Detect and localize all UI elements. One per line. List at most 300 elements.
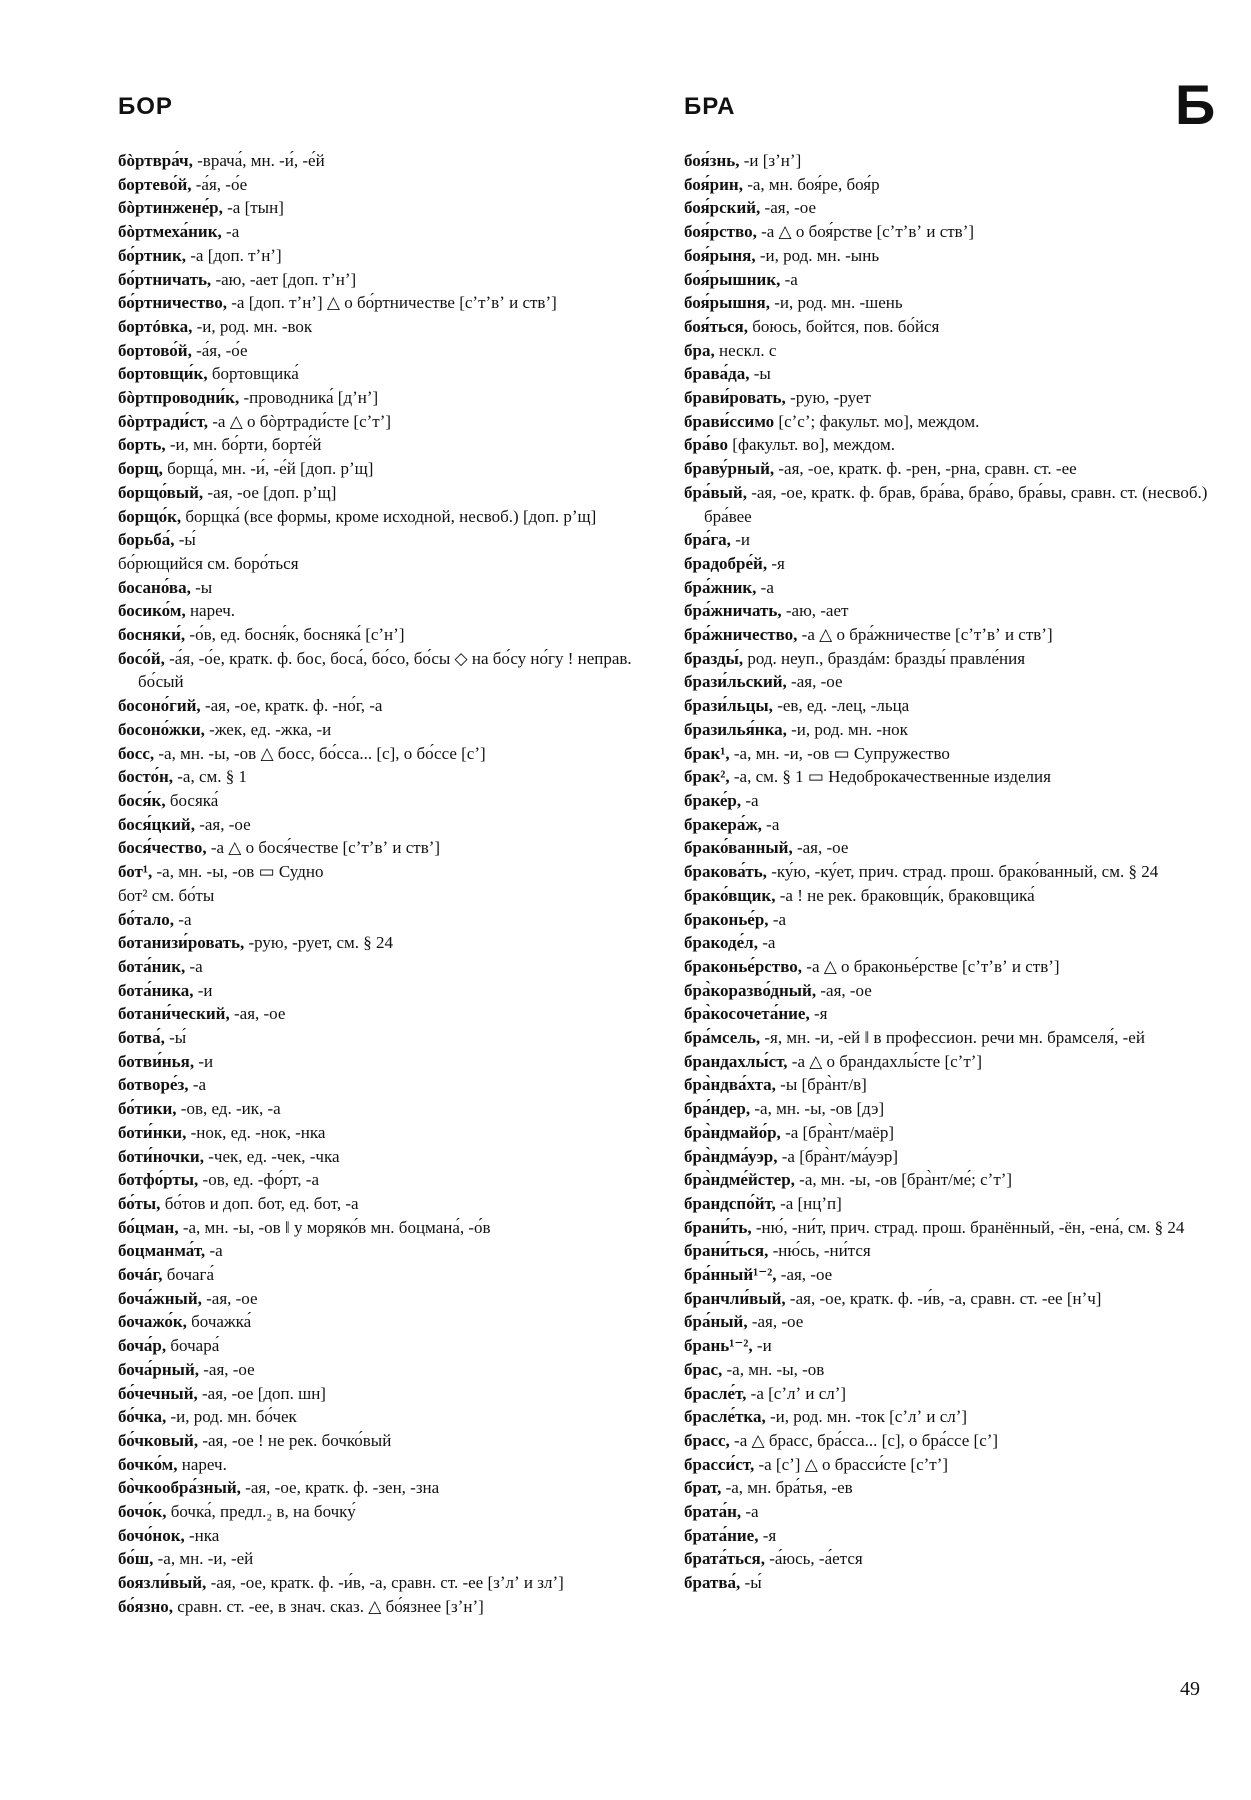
dictionary-entry xyxy=(118,979,646,1003)
dictionary-entry xyxy=(118,647,646,694)
headword: боя́рышник, xyxy=(684,269,781,289)
entry-text: -а, мн. -ы, -ов [дэ] xyxy=(750,1099,885,1119)
entry-text: -ов, ед. -ик, -а xyxy=(176,1099,281,1119)
entry-text: -а △ о бòртради́сте [сʼтʼ] xyxy=(208,411,392,431)
headword: брат, xyxy=(684,1478,722,1498)
entry-text: -чек, ед. -чек, -чка xyxy=(203,1146,340,1166)
dictionary-entry xyxy=(684,315,1212,339)
dictionary-entry xyxy=(684,1121,1212,1145)
headword: бразилья́нка, xyxy=(684,719,787,739)
entry-text: -ая, -ое [доп. рʼщ] xyxy=(203,482,337,502)
headword: боя́рышня, xyxy=(684,293,770,313)
entry-text: -а, мн. -и, -ей xyxy=(153,1549,254,1569)
dictionary-entry xyxy=(118,718,646,742)
dictionary-entry xyxy=(118,386,646,410)
dictionary-entry xyxy=(118,1216,646,1240)
headword: бранчли́вый, xyxy=(684,1288,786,1308)
left-column xyxy=(118,149,646,1619)
headword: бот¹, xyxy=(118,862,153,882)
headword: брасле́тка, xyxy=(684,1407,766,1427)
headword: босико́м, xyxy=(118,601,186,621)
entry-text: -ая, -ое, кратк. ф. -и́в, -а, сравн. ст. -ее [зʼлʼ и злʼ] xyxy=(206,1573,564,1593)
entry-text: -а, мн. -ы, -ов ‖ у моряко́в мн. боцмана́, -о́в xyxy=(178,1217,491,1237)
entry-text: -ев, ед. -лец, -льца xyxy=(772,696,910,716)
entry-text: -а xyxy=(780,269,798,289)
dictionary-entry xyxy=(684,623,1212,647)
dictionary-entry xyxy=(118,268,646,292)
entry-text: борща́, мн. -и́, -е́й [доп. рʼщ] xyxy=(162,459,374,479)
dictionary-entry xyxy=(684,647,1212,671)
entry-text: -рую, -рует, см. § 24 xyxy=(244,933,394,953)
entry-text: -а △ брасс, бра́сса... [с], о бра́ссе [сʼ] xyxy=(729,1430,999,1450)
dictionary-entry xyxy=(684,1145,1212,1169)
section-letter: Б xyxy=(1175,73,1216,136)
headword: боя́ться, xyxy=(684,316,748,336)
headword: бочажо́к, xyxy=(118,1312,187,1332)
entry-text: -а xyxy=(174,909,192,929)
headword: боя́рский, xyxy=(684,198,761,218)
entry-text: -ая, -ое xyxy=(747,1312,804,1332)
entry-text: -а xyxy=(761,814,780,834)
entry-text: -ая, -ое ! не рек. бочко́вый xyxy=(198,1430,392,1450)
entry-text: -а xyxy=(768,909,787,929)
entry-text: -и, род. мн. -вок xyxy=(192,316,313,336)
dictionary-entry xyxy=(684,1216,1212,1240)
entry-text: босяка́ xyxy=(165,790,219,810)
entry-text: -а xyxy=(221,222,240,242)
dictionary-entry xyxy=(684,339,1212,363)
entry-text: -и xyxy=(194,1051,214,1071)
dictionary-entry xyxy=(684,908,1212,932)
dictionary-entry xyxy=(684,386,1212,410)
headword: бòртвра́ч, xyxy=(118,151,193,170)
entry-text: -ы́ xyxy=(174,530,196,550)
dictionary-entry xyxy=(118,196,646,220)
headword: брасс, xyxy=(684,1430,730,1450)
dictionary-entry xyxy=(684,457,1212,481)
headword: босняки́, xyxy=(118,625,186,645)
entry-text: бочка́, предл.₂ в, на бочку́ xyxy=(166,1502,356,1522)
entry-text: борщка́ (все формы, кроме исходной, несвоб.) [доп. рʼщ] xyxy=(181,506,597,526)
dictionary-entry xyxy=(684,694,1212,718)
dictionary-entry xyxy=(118,1097,646,1121)
entry-text: -ая, -ое xyxy=(201,1288,258,1308)
entry-text: -ая, -ое xyxy=(194,814,251,834)
dictionary-entry xyxy=(118,1405,646,1429)
entry-text: -а́я, -о́е xyxy=(191,340,248,360)
entry-text: -и, род. мн. -нок xyxy=(786,719,908,739)
running-head-left: БОР xyxy=(118,93,173,120)
entry-text: -ая, -ое xyxy=(786,672,843,692)
entry-text: -а xyxy=(188,1075,207,1095)
headword: бра́мсель, xyxy=(684,1028,761,1048)
headword: боти́ночки, xyxy=(118,1146,204,1166)
dictionary-entry xyxy=(684,1287,1212,1311)
entry-text: -и, род. мн. -шень xyxy=(769,293,903,313)
headword: брата́н, xyxy=(684,1502,742,1522)
dictionary-entry xyxy=(118,457,646,481)
headword: борщ, xyxy=(118,459,163,479)
dictionary-entry xyxy=(118,149,646,173)
headword: бра, xyxy=(684,340,715,360)
dictionary-entry xyxy=(118,623,646,647)
dictionary-entry xyxy=(684,1334,1212,1358)
entry-text: -ню́, -ни́т, прич. страд. прош. бранённый, -ён, -ена́, см. § 24 xyxy=(751,1217,1185,1237)
headword: бòртпроводни́к, xyxy=(118,388,240,408)
entry-text: -жек, ед. -жка, -и xyxy=(204,719,332,739)
headword: бося́чество, xyxy=(118,838,207,858)
entry-text: бочага́ xyxy=(162,1265,215,1285)
entry-text: -а xyxy=(185,956,203,976)
dictionary-entry xyxy=(118,1524,646,1548)
dictionary-entry xyxy=(684,1476,1212,1500)
dictionary-entry xyxy=(684,268,1212,292)
entry-text: -ая, -ое, кратк. ф. -зен, -зна xyxy=(240,1478,440,1498)
headword: ботва́, xyxy=(118,1028,165,1048)
entry-text: -о́в, ед. босня́к, босняка́ [сʼнʼ] xyxy=(185,625,405,645)
dictionary-entry xyxy=(118,1500,646,1524)
headword: брандахлы́ст, xyxy=(684,1051,788,1071)
entry-text: -а [сʼлʼ и слʼ] xyxy=(746,1383,847,1403)
headword: брани́ть, xyxy=(684,1217,752,1237)
dictionary-entry xyxy=(118,931,646,955)
dictionary-entry xyxy=(684,433,1212,457)
entry-text: -а́я, -о́е, кратк. ф. бос, боса́, бо́со, бо́сы ◇ на бо́су но́гу ! неправ. бо́сый xyxy=(138,648,632,692)
dictionary-entry xyxy=(684,955,1212,979)
dictionary-entry xyxy=(118,1168,646,1192)
dictionary-entry xyxy=(684,1310,1212,1334)
headword: боя́рыня, xyxy=(684,245,756,265)
headword: боти́нки, xyxy=(118,1122,187,1142)
entry-text: -ая, -ое, кратк. ф. -рен, -рна, сравн. ст. -ее xyxy=(774,459,1077,479)
headword: брако́ванный, xyxy=(684,838,793,858)
headword: бра́во xyxy=(684,435,729,455)
headword: браконье́рство, xyxy=(684,956,803,976)
dictionary-entry xyxy=(118,433,646,457)
dictionary-entry xyxy=(118,742,646,766)
entry-text: -проводника́ [дʼнʼ] xyxy=(239,388,379,408)
headword: бòртмеха́ник, xyxy=(118,222,222,242)
headword: бракова́ть, xyxy=(684,862,767,882)
headword: бо́чка, xyxy=(118,1407,167,1427)
entry-text: бо́рющийся см. боро́ться xyxy=(118,553,299,573)
dictionary-entry xyxy=(118,1287,646,1311)
headword: босс, xyxy=(118,743,155,763)
entry-text: -ая, -ое [доп. шн] xyxy=(197,1383,326,1403)
headword: бòртинжене́р, xyxy=(118,198,223,218)
entry-text: -а xyxy=(757,933,776,953)
headword: боязли́вый, xyxy=(118,1573,207,1593)
entry-text: -и xyxy=(193,980,213,1000)
dictionary-entry xyxy=(118,1429,646,1453)
dictionary-entry xyxy=(118,576,646,600)
headword: бочко́м, xyxy=(118,1454,178,1474)
headword: браву́рный, xyxy=(684,459,775,479)
dictionary-entry xyxy=(684,1050,1212,1074)
headword: босоно́гий, xyxy=(118,696,201,716)
dictionary-entry xyxy=(118,1382,646,1406)
headword: бра̀ндма́уэр, xyxy=(684,1146,778,1166)
entry-text: -и xyxy=(752,1336,772,1356)
dictionary-entry xyxy=(684,1571,1212,1595)
dictionary-entry xyxy=(118,1121,646,1145)
dictionary-entry xyxy=(684,813,1212,837)
headword: братва́, xyxy=(684,1573,741,1593)
headword: брави́ровать, xyxy=(684,388,786,408)
entry-text: -я xyxy=(809,1004,828,1024)
headword: бразды́, xyxy=(684,648,744,668)
entry-text: боюсь, бойтся, пов. бо́йся xyxy=(747,316,940,336)
dictionary-entry xyxy=(684,789,1212,813)
page-number: 49 xyxy=(1180,1678,1200,1700)
headword: брак¹, xyxy=(684,743,730,763)
dictionary-entry xyxy=(118,220,646,244)
dictionary-entry xyxy=(118,789,646,813)
entry-text: -а [тын] xyxy=(222,198,284,218)
entry-text: -а́я, -о́е xyxy=(191,174,248,194)
headword: бо́ртничать, xyxy=(118,269,212,289)
dictionary-entry xyxy=(684,362,1212,386)
headword: бра́жник, xyxy=(684,577,757,597)
headword: борщо́вый, xyxy=(118,482,204,502)
entry-text: -ая, -ое, кратк. ф. брав, бра́ва, бра́во, бра́вы, сравн. ст. (несвоб.) бра́вее xyxy=(704,482,1208,526)
entry-text: бочажка́ xyxy=(186,1312,252,1332)
dictionary-entry xyxy=(118,552,646,576)
headword: брата́ться, xyxy=(684,1549,765,1569)
entry-text: [факульт. во], междом. xyxy=(728,435,895,455)
dictionary-entry xyxy=(118,1263,646,1287)
dictionary-entry xyxy=(118,884,646,908)
dictionary-entry xyxy=(118,860,646,884)
entry-text: -а △ о боя́рстве [сʼтʼвʼ и ствʼ] xyxy=(756,222,975,242)
dictionary-entry xyxy=(684,1500,1212,1524)
entry-text: -ая, -ое xyxy=(792,838,849,858)
entry-text: -а, мн. боя́ре, боя́р xyxy=(742,174,880,194)
dictionary-entry xyxy=(118,505,646,529)
headword: брако́вщик, xyxy=(684,885,776,905)
entry-text: -а △ о браконье́рстве [сʼтʼвʼ и ствʼ] xyxy=(802,956,1060,976)
headword: бра̀коразво́дный, xyxy=(684,980,817,1000)
dictionary-entry xyxy=(684,410,1212,434)
headword: бо́тики, xyxy=(118,1099,177,1119)
entry-text: -ку́ю, -ку́ет, прич. страд. прош. брако́ванный, см. § 24 xyxy=(766,862,1159,882)
entry-text: -я xyxy=(758,1525,777,1545)
entry-text: -а ! не рек. браковщи́к, браковщика́ xyxy=(775,885,1035,905)
headword: браке́р, xyxy=(684,790,742,810)
dictionary-entry xyxy=(684,1097,1212,1121)
dictionary-entry xyxy=(118,1358,646,1382)
entry-text: -и, род. мн. -ынь xyxy=(755,245,880,265)
dictionary-entry xyxy=(684,599,1212,623)
dictionary-entry xyxy=(684,576,1212,600)
dictionary-entry xyxy=(684,742,1212,766)
dictionary-entry xyxy=(118,908,646,932)
entry-text: -аю, -ает xyxy=(781,601,849,621)
dictionary-entry xyxy=(684,1453,1212,1477)
headword: бòртради́ст, xyxy=(118,411,209,431)
dictionary-entry xyxy=(118,1073,646,1097)
entry-text: -а [бра̀нт/ма́уэр] xyxy=(777,1146,899,1166)
entry-text: -а, мн. бра́тья, -ев xyxy=(721,1478,853,1498)
headword: боцманма́т, xyxy=(118,1241,206,1261)
headword: бо́ты, xyxy=(118,1193,161,1213)
headword: брасси́ст, xyxy=(684,1454,755,1474)
headword: брас, xyxy=(684,1359,723,1379)
headword: ботанизи́ровать, xyxy=(118,933,245,953)
entry-text: -ая, -ое xyxy=(760,198,816,218)
entry-text: -а [нцʼп] xyxy=(775,1193,842,1213)
dictionary-entry xyxy=(684,1026,1212,1050)
headword: ботворе́з, xyxy=(118,1075,189,1095)
headword: брата́ние, xyxy=(684,1525,759,1545)
headword: брава́да, xyxy=(684,364,750,384)
dictionary-entry xyxy=(684,196,1212,220)
entry-text: -а [доп. тʼнʼ] △ о бо́ртничестве [сʼтʼвʼ и ствʼ] xyxy=(227,293,557,313)
headword: боя́рство, xyxy=(684,222,757,242)
entry-text: -ы [бра̀нт/в] xyxy=(775,1075,867,1095)
headword: брандспо́йт, xyxy=(684,1193,776,1213)
headword: бочо́нок, xyxy=(118,1525,185,1545)
dictionary-entry xyxy=(118,694,646,718)
entry-text: -а xyxy=(741,790,759,810)
dictionary-entry xyxy=(684,931,1212,955)
entry-text: -а △ о бося́честве [сʼтʼвʼ и ствʼ] xyxy=(206,838,441,858)
dictionary-entry xyxy=(684,1405,1212,1429)
headword: бо́чковый, xyxy=(118,1430,199,1450)
entry-text: -ню́сь, -ни́тся xyxy=(768,1241,871,1261)
dictionary-entry xyxy=(118,765,646,789)
entry-text: -а́юсь, -а́ется xyxy=(764,1549,863,1569)
dictionary-entry xyxy=(684,836,1212,860)
dictionary-entry xyxy=(684,1524,1212,1548)
dictionary-entry xyxy=(118,599,646,623)
dictionary-entry xyxy=(118,528,646,552)
dictionary-entry xyxy=(684,1382,1212,1406)
dictionary-entry xyxy=(118,813,646,837)
entry-text: -ая, -ое, кратк. ф. -но́г, -а xyxy=(200,696,383,716)
entry-text: -ов, ед. -фо́рт, -а xyxy=(198,1170,319,1190)
dictionary-entry xyxy=(118,1026,646,1050)
dictionary-entry xyxy=(684,1073,1212,1097)
headword: брасле́т, xyxy=(684,1383,747,1403)
entry-text: [сʼсʼ; факульт. мо], междом. xyxy=(774,411,980,431)
entry-text: -а xyxy=(205,1241,223,1261)
headword: босто́н, xyxy=(118,767,173,787)
entry-text: -а [доп. тʼнʼ] xyxy=(186,245,282,265)
headword: бра̀ндмайо́р, xyxy=(684,1122,781,1142)
headword: бра́ндер, xyxy=(684,1099,751,1119)
headword: брак², xyxy=(684,767,730,787)
dictionary-entry xyxy=(684,1002,1212,1026)
dictionary-entry xyxy=(118,410,646,434)
entry-text: -аю, -ает [доп. тʼнʼ] xyxy=(211,269,357,289)
entry-text: -ы́ xyxy=(740,1573,762,1593)
dictionary-entry xyxy=(118,1310,646,1334)
entry-text: -ая, -ое xyxy=(776,1265,833,1285)
headword: бра̀ндме́йстер, xyxy=(684,1170,795,1190)
dictionary-entry xyxy=(684,244,1212,268)
entry-text: -ая, -ое, кратк. ф. -и́в, -а, сравн. ст. -ее [нʼч] xyxy=(785,1288,1102,1308)
headword: бортóвка, xyxy=(118,316,193,336)
headword: боя́знь, xyxy=(684,151,740,170)
dictionary-entry xyxy=(684,291,1212,315)
headword: бося́к, xyxy=(118,790,166,810)
entry-text: -а, мн. -ы, -ов [бра̀нт/ме́; сʼтʼ] xyxy=(794,1170,1013,1190)
headword: бо́тало, xyxy=(118,909,175,929)
entry-text: сравн. ст. -ее, в знач. сказ. △ бо́язнее [зʼнʼ] xyxy=(173,1596,484,1616)
entry-text: -а △ о бра́жничестве [сʼтʼвʼ и ствʼ] xyxy=(797,625,1053,645)
entry-text: -ая, -ое xyxy=(199,1359,255,1379)
entry-text: -и xyxy=(730,530,750,550)
headword: бракоде́л, xyxy=(684,933,758,953)
headword: бо́ртник, xyxy=(118,245,186,265)
entry-text: -а, мн. -и, -ов ▭ Супружество xyxy=(729,743,950,763)
headword: босо́й, xyxy=(118,648,165,668)
headword: бо́язно, xyxy=(118,1596,174,1616)
entry-text: бочара́ xyxy=(166,1336,220,1356)
entry-text: -ы́ xyxy=(164,1028,187,1048)
headword: бо́цман, xyxy=(118,1217,179,1237)
entry-text: -я, мн. -и, -ей ‖ в профессион. речи мн. брамселя́, -ей xyxy=(760,1028,1145,1048)
dictionary-entry xyxy=(118,1050,646,1074)
headword: бра́га, xyxy=(684,530,731,550)
entry-text: -рую, -рует xyxy=(785,388,871,408)
dictionary-entry xyxy=(684,481,1212,528)
entry-text: -и, мн. бо́рти, борте́й xyxy=(165,435,322,455)
entry-text: -ы xyxy=(190,577,213,597)
entry-text: -а [сʼ] △ о брасси́сте [сʼтʼ] xyxy=(754,1454,949,1474)
dictionary-entry xyxy=(118,1453,646,1477)
headword: бо́чечный, xyxy=(118,1383,198,1403)
dictionary-entry xyxy=(118,315,646,339)
headword: брань¹⁻², xyxy=(684,1336,753,1356)
right-column xyxy=(684,149,1212,1595)
entry-text: -ая, -ое xyxy=(816,980,872,1000)
dictionary-entry xyxy=(118,362,646,386)
headword: бортево́й, xyxy=(118,174,192,194)
dictionary-entry xyxy=(684,1547,1212,1571)
dictionary-entry xyxy=(118,836,646,860)
headword: бра́вый, xyxy=(684,482,747,502)
headword: борьба́, xyxy=(118,530,175,550)
headword: бра́жничать, xyxy=(684,601,782,621)
entry-text: бортовщика́ xyxy=(207,364,299,384)
dictionary-entry xyxy=(118,244,646,268)
headword: бра́жничество, xyxy=(684,625,798,645)
dictionary-entry xyxy=(118,955,646,979)
headword: бо́ртничество, xyxy=(118,293,227,313)
headword: ботфо́рты, xyxy=(118,1170,199,1190)
dictionary-entry xyxy=(684,765,1212,789)
headword: борщо́к, xyxy=(118,506,182,526)
running-head-right: БРА xyxy=(684,93,736,120)
headword: бота́ник, xyxy=(118,956,186,976)
headword: бота́ника, xyxy=(118,980,194,1000)
dictionary-entry xyxy=(118,1239,646,1263)
dictionary-entry xyxy=(118,1334,646,1358)
headword: ботани́ческий, xyxy=(118,1004,230,1024)
headword: бочáг, xyxy=(118,1265,163,1285)
dictionary-entry xyxy=(118,1002,646,1026)
headword: босано́ва, xyxy=(118,577,191,597)
dictionary-entry xyxy=(684,718,1212,742)
headword: боча́р, xyxy=(118,1336,167,1356)
headword: бра̀косочета́ние, xyxy=(684,1004,810,1024)
headword: бо́ш, xyxy=(118,1549,154,1569)
headword: борть, xyxy=(118,435,166,455)
dictionary-entry xyxy=(118,1476,646,1500)
headword: бортовщи́к, xyxy=(118,364,208,384)
